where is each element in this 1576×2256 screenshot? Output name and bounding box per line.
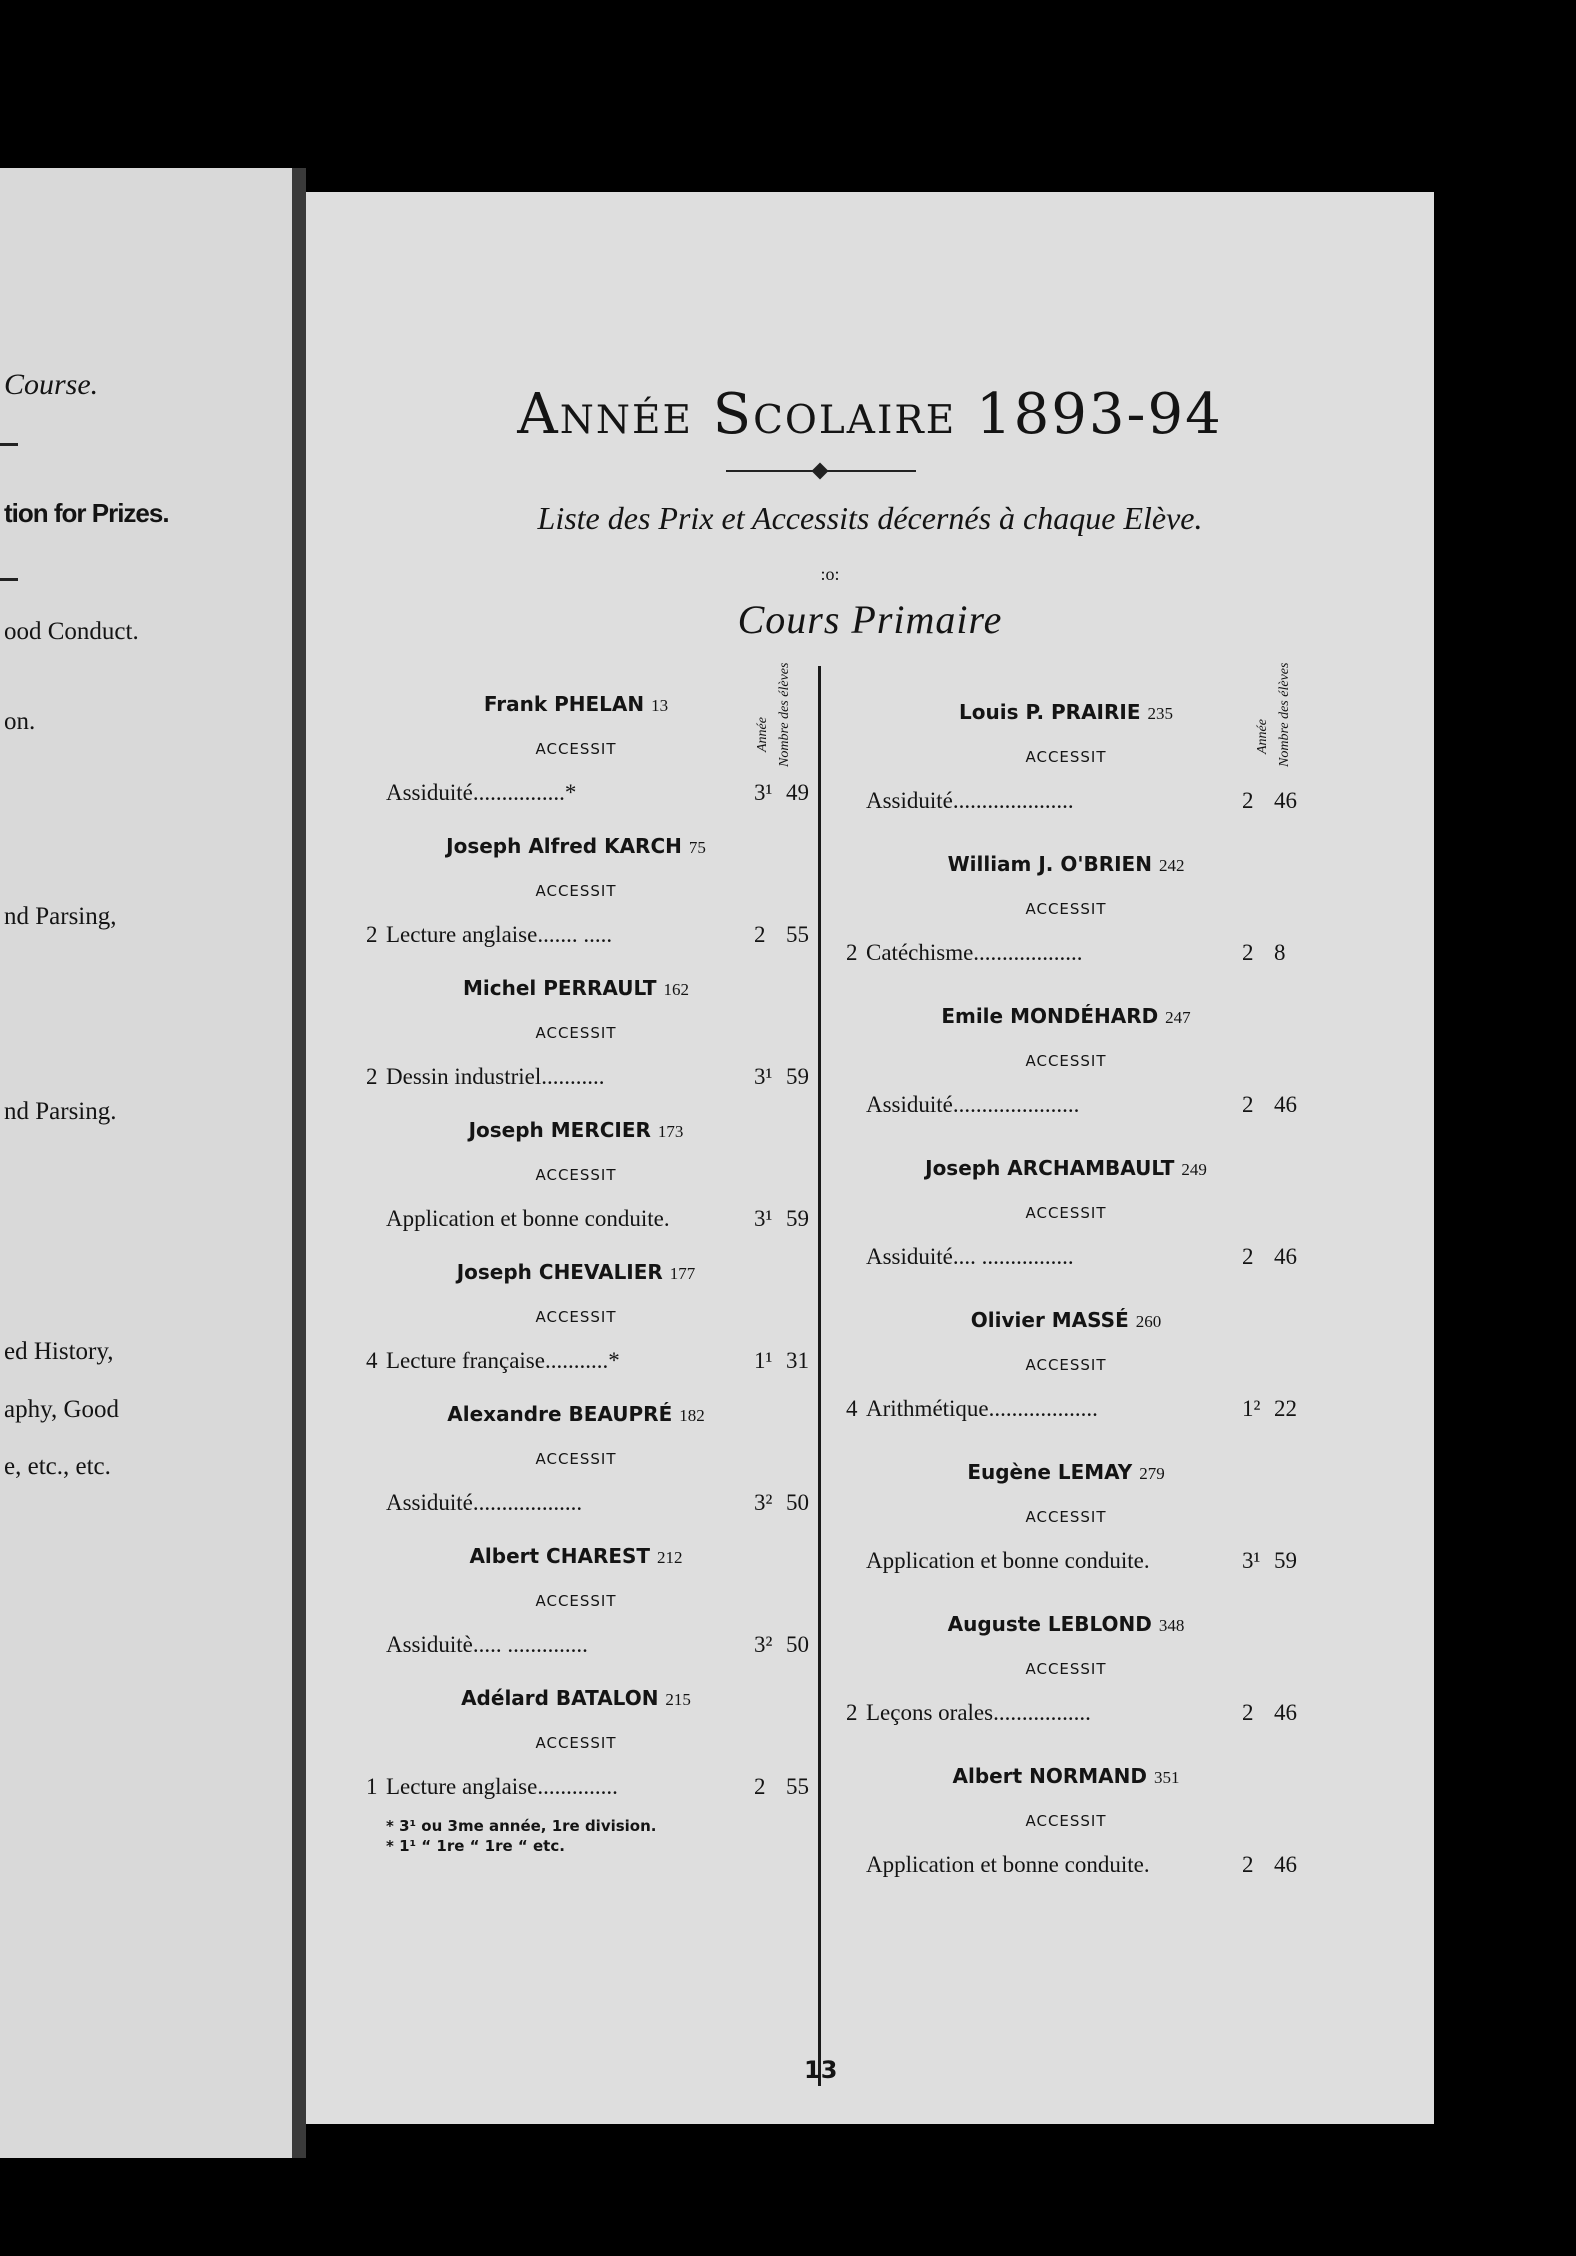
student-name-text: Alexandre BEAUPRÉ [447,1402,673,1426]
entry-year: 2 [1242,1092,1254,1117]
page-subtitle: Liste des Prix et Accessits décernés à chaque Elève. [537,500,1203,536]
accessit-label: ACCESSIT [1025,748,1107,766]
accessit-label: ACCESSIT [535,1308,617,1326]
accessit-label: ACCESSIT [535,740,617,758]
entry-subject: Catéchisme................... [866,940,1083,965]
left-line-parsing-1: nd Parsing, [4,903,117,930]
student-number: 242 [1158,856,1185,875]
separator [770,564,890,584]
student-number: 13 [651,696,669,715]
entry-prefix: 2 [366,922,378,947]
student-name [366,1544,786,1568]
student-number: 279 [1139,1464,1165,1483]
entry-count: 59 [786,1064,809,1089]
header-annee-left: Année [755,717,770,752]
student-number: 215 [665,1690,691,1709]
accessit-label: ACCESSIT [535,1592,617,1610]
entry-count: 59 [1274,1548,1297,1573]
entry-subject: Lecture anglaise....... ..... [386,922,613,947]
student-number: 249 [1181,1160,1207,1179]
entry-year: 3¹ [1242,1548,1261,1573]
left-dash-2 [0,578,18,581]
entry-year: 3² [754,1632,773,1657]
entry-count: 31 [786,1348,809,1373]
entry-year: 2 [1242,788,1254,813]
student-name [846,1612,1286,1636]
header-nombre-left: Nombre des élèves [777,662,792,767]
entry-year: 2 [1242,940,1254,965]
student-name [366,976,786,1000]
entry-prefix: 2 [846,940,858,965]
student-name-text: Joseph ARCHAMBAULT [925,1156,1175,1180]
left-line-good: aphy, Good [4,1396,120,1423]
entry-subject: Application et bonne conduite. [866,1548,1150,1573]
student-name-text: Albert NORMAND [952,1764,1147,1788]
entry-prefix: 4 [846,1396,858,1421]
section-title: Cours Primaire [737,597,1003,642]
student-number: 235 [1147,704,1173,723]
student-name-text: Michel PERRAULT [462,976,657,1000]
student-number: 177 [669,1264,696,1283]
student-number: 348 [1158,1616,1185,1635]
entry-count: 8 [1274,940,1286,965]
student-name [366,834,786,858]
entry-subject: Assiduité..................... [866,788,1074,813]
student-name [846,700,1286,724]
entry-year: 2 [1242,1852,1254,1877]
entry-subject: Assiduité................* [386,780,577,805]
student-number: 212 [657,1548,683,1567]
entry-year: 2 [1242,1244,1254,1269]
student-name [366,1260,786,1284]
entry-year: 3¹ [754,1064,773,1089]
student-name-text: Joseph MERCIER [468,1118,651,1142]
footnote-2: * 1¹ “ 1re “ 1re “ etc. [386,1837,565,1855]
left-line-course: Course. [4,368,99,401]
entry-subject: Application et bonne conduite. [866,1852,1150,1877]
student-name [846,1460,1286,1484]
student-name-text: Joseph Alfred KARCH [446,834,682,858]
entry-count: 55 [786,1774,809,1799]
student-name-text: Emile MONDÉHARD [941,1004,1159,1028]
entry-subject: Assiduitè..... .............. [386,1632,588,1657]
entry-subject: Leçons orales................. [866,1700,1091,1725]
entry-subject: Lecture française...........* [386,1348,620,1373]
page-title: Année Scolaire 1893-94 [517,382,1223,447]
entry-count: 50 [786,1490,809,1515]
header-nombre-right: Nombre des élèves [1277,662,1292,767]
entry-subject: Lecture anglaise.............. [386,1774,618,1799]
student-name [366,1402,786,1426]
entry-prefix: 1 [366,1774,378,1799]
student-name-text: Albert CHAREST [469,1544,651,1568]
entry-year: 3¹ [754,780,773,805]
page-number: 13 [804,2056,838,2084]
student-name-text: Auguste LEBLOND [947,1612,1152,1636]
entry-year: 2 [1242,1700,1254,1725]
student-name-text: William J. O'BRIEN [947,852,1152,876]
accessit-label: ACCESSIT [1025,1356,1107,1374]
entry-count: 46 [1274,1852,1297,1877]
left-dash [0,443,18,446]
student-number: 247 [1165,1008,1191,1027]
student-number: 173 [657,1122,684,1141]
entry-count: 22 [1274,1396,1297,1421]
accessit-label: ACCESSIT [1025,1812,1107,1830]
left-line-on: on. [4,708,36,735]
student-name-text: Olivier MASSÉ [970,1308,1129,1332]
entry-count: 55 [786,922,809,947]
title-ornament [726,470,916,472]
left-line-conduct: ood Conduct. [4,618,139,645]
entry-subject: Assiduité...................... [866,1092,1080,1117]
left-page-fragment [0,168,306,2158]
separator-text: :o: [820,564,840,584]
entry-subject: Assiduité................... [386,1490,583,1515]
accessit-label: ACCESSIT [1025,1052,1107,1070]
footnote-1: * 3¹ ou 3me année, 1re division. [386,1817,657,1835]
left-line-prizes: tion for Prizes. [4,498,169,528]
right-page [306,192,1434,2124]
student-name-text: Adélard BATALON [461,1686,659,1710]
student-name [846,1308,1286,1332]
header-annee-right: Année [1255,719,1270,754]
entry-year: 3¹ [754,1206,773,1231]
student-name [846,852,1286,876]
student-number: 75 [688,838,706,857]
entry-count: 46 [1274,1244,1297,1269]
entry-year: 2 [754,922,766,947]
student-number: 162 [663,980,689,999]
column-divider [818,666,821,2086]
entry-year: 1² [1242,1396,1261,1421]
student-name [846,1156,1286,1180]
entry-year: 3² [754,1490,773,1515]
entry-subject: Assiduité.... ................ [866,1244,1074,1269]
student-number: 182 [679,1406,705,1425]
accessit-label: ACCESSIT [535,1734,617,1752]
entry-subject: Dessin industriel........... [386,1064,605,1089]
student-name-text: Frank PHELAN [483,692,645,716]
left-line-etc: e, etc., etc. [4,1453,111,1480]
entry-subject: Application et bonne conduite. [386,1206,670,1231]
entry-count: 49 [786,780,809,805]
accessit-label: ACCESSIT [535,1450,617,1468]
accessit-label: ACCESSIT [1025,1660,1107,1678]
accessit-label: ACCESSIT [1025,900,1107,918]
entry-count: 46 [1274,1092,1297,1117]
left-line-history: ed History, [4,1338,114,1365]
entry-prefix: 4 [366,1348,378,1373]
entry-count: 46 [1274,1700,1297,1725]
student-name [846,1764,1286,1788]
student-name-text: Eugène LEMAY [967,1460,1133,1484]
entry-prefix: 2 [846,1700,858,1725]
entry-prefix: 2 [366,1064,378,1089]
accessit-label: ACCESSIT [535,1024,617,1042]
accessit-label: ACCESSIT [535,882,617,900]
accessit-label: ACCESSIT [1025,1204,1107,1222]
student-name [366,1686,786,1710]
student-number: 260 [1135,1312,1162,1331]
left-line-parsing-2: nd Parsing. [4,1098,117,1125]
accessit-label: ACCESSIT [535,1166,617,1184]
entry-count: 46 [1274,788,1297,813]
student-name [366,1118,786,1142]
entry-year: 2 [754,1774,766,1799]
student-name [366,692,786,716]
entry-count: 50 [786,1632,809,1657]
entry-year: 1¹ [754,1348,773,1373]
entry-subject: Arithmétique................... [866,1396,1098,1421]
student-name [846,1004,1286,1028]
student-name-text: Louis P. PRAIRIE [959,700,1141,724]
student-name-text: Joseph CHEVALIER [456,1260,663,1284]
student-number: 351 [1153,1768,1180,1787]
accessit-label: ACCESSIT [1025,1508,1107,1526]
entry-count: 59 [786,1206,809,1231]
